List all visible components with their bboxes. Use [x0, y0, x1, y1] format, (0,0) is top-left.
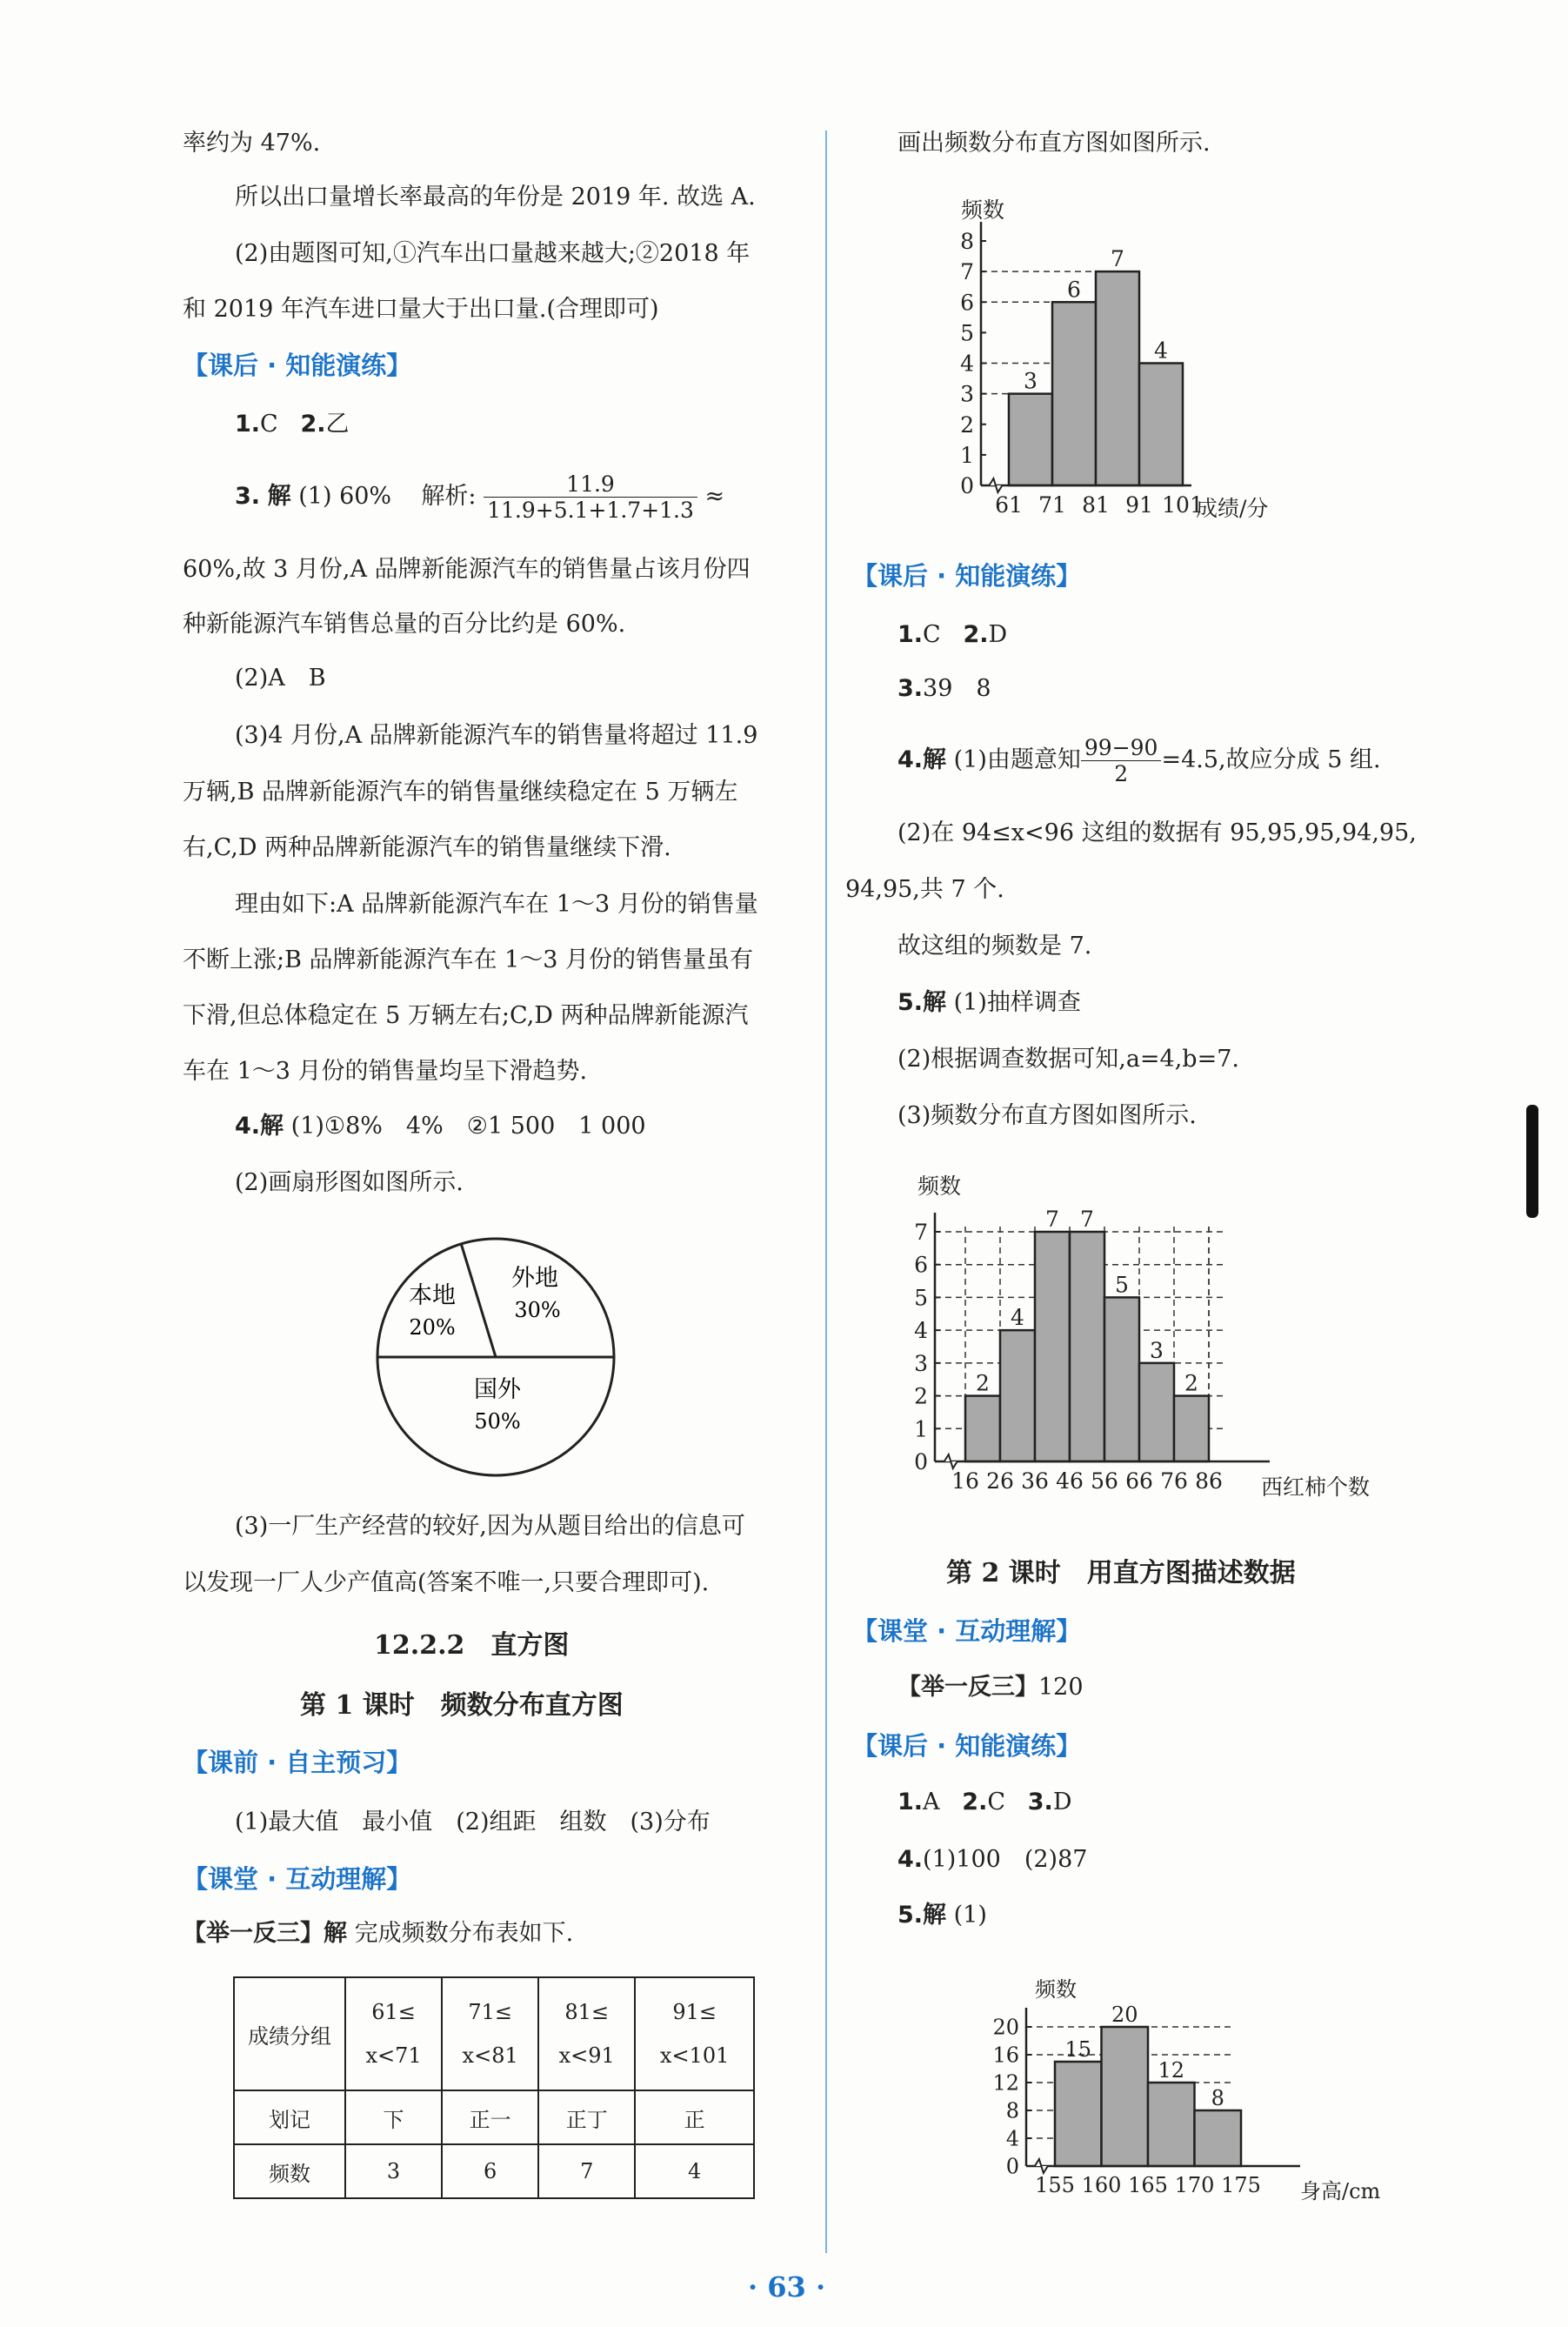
histogram-bar — [1195, 2110, 1242, 2166]
text-line: 故这组的频数是 7. — [897, 933, 1092, 960]
bar-value-label: 8 — [1211, 2086, 1224, 2110]
table-cell: 正一 — [442, 2090, 538, 2144]
text-line: 94,95,共 7 个. — [845, 876, 1004, 903]
histogram-bar — [1139, 1363, 1174, 1461]
approx-sign: ≈ — [704, 483, 725, 510]
bar-value-label: 3 — [1024, 368, 1038, 394]
text-line: (2)画扇形图如图所示. — [235, 1169, 464, 1196]
axis-break — [989, 478, 1002, 492]
margin-mark — [1526, 1105, 1538, 1218]
pie-percent: 30% — [514, 1298, 561, 1322]
text-line: (3)4 月份,A 品牌新能源汽车的销售量将超过 11.9 — [235, 722, 758, 749]
table-cell: 81≤ x<91 — [538, 1977, 635, 2090]
histogram-bar — [1035, 1232, 1070, 1461]
y-tick-label: 3 — [960, 381, 974, 407]
table-cell: 4 — [635, 2144, 754, 2198]
answer-line: 1.A 2.C 3.D — [897, 1789, 1072, 1815]
pie-percent: 20% — [409, 1315, 456, 1340]
x-tick-label: 36 — [1021, 1468, 1049, 1494]
y-tick-label: 16 — [992, 2043, 1019, 2068]
y-tick-label: 3 — [914, 1350, 928, 1376]
y-tick-label: 4 — [1005, 2126, 1019, 2151]
text-line: (3)一厂生产经营的较好,因为从题目给出的信息可 — [235, 1513, 745, 1540]
x-tick-label: 76 — [1160, 1468, 1188, 1494]
lesson-title: 第 1 课时 频数分布直方图 — [300, 1690, 624, 1721]
x-tick-label: 46 — [1056, 1468, 1084, 1494]
text-line: 以发现一厂人少产值高(答案不唯一,只要合理即可). — [183, 1569, 710, 1596]
y-tick-label: 5 — [914, 1285, 928, 1311]
x-tick-label: 81 — [1082, 492, 1110, 518]
bar-value-label: 3 — [1150, 1337, 1164, 1363]
histogram-bar — [1102, 2027, 1149, 2166]
section-heading: 【课后 · 知能演练】 — [183, 351, 412, 380]
histogram-bar — [1070, 1232, 1104, 1461]
bar-value-label: 5 — [1115, 1272, 1129, 1298]
answer-line: 4.(1)100 (2)87 — [897, 1846, 1088, 1873]
answer-line — [235, 407, 350, 442]
y-tick-label: 2 — [960, 411, 974, 438]
q4-line: 4.解 (1)由题意知 $\frac{99-90}{2}$ =4.5,故应分成 5 组. — [897, 735, 1381, 786]
section-title: 12.2.2 直方图 — [374, 1630, 570, 1661]
table-header: 成绩分组 — [234, 1977, 345, 2090]
text-line: (2)A B — [235, 665, 326, 692]
x-tick-label: 16 — [951, 1468, 979, 1494]
y-tick-label: 0 — [1005, 2154, 1019, 2179]
pie-label: 外地 — [511, 1265, 558, 1292]
fraction: $\frac{99-90}{2}$ — [1081, 735, 1162, 786]
text-line: 所以出口量增长率最高的年份是 2019 年. 故选 A. — [235, 184, 756, 211]
table-header: 频数 — [234, 2144, 345, 2198]
y-tick-label: 20 — [992, 2015, 1019, 2040]
text-line: 种新能源汽车销售总量的百分比约是 60%. — [183, 611, 626, 638]
section-heading: 【课堂 · 互动理解】 — [183, 1864, 412, 1894]
text-line: 60%,故 3 月份,A 品牌新能源汽车的销售量占该月份四 — [183, 556, 751, 583]
histogram-bar — [1052, 302, 1096, 485]
x-axis-title: 成绩/分 — [1196, 496, 1269, 521]
y-tick-label: 1 — [914, 1416, 928, 1442]
q-number: 1. — [235, 411, 261, 438]
bar-value-label: 7 — [1111, 246, 1124, 272]
table-cell: 3 — [345, 2144, 442, 2198]
y-tick-label: 4 — [960, 351, 974, 377]
table-cell: 下 — [345, 2090, 442, 2144]
q-number: 2. — [300, 411, 326, 438]
bar-value-label: 7 — [1080, 1207, 1094, 1232]
x-axis-title: 身高/cm — [1300, 2179, 1381, 2203]
x-tick-label: 160 — [1081, 2173, 1122, 2197]
text-line: 率约为 47%. — [183, 130, 321, 157]
y-axis-title: 频数 — [1035, 1977, 1077, 2002]
answer-line: 1.C 2.D — [897, 621, 1008, 648]
y-tick-label: 4 — [914, 1318, 928, 1344]
pie-chart — [365, 1227, 626, 1488]
answer-line: 3.39 8 — [897, 675, 991, 702]
x-tick-label: 165 — [1128, 2173, 1168, 2197]
table-header: 划记 — [234, 2090, 345, 2144]
histogram-bar — [1174, 1396, 1209, 1461]
jie-label: 解 — [267, 483, 291, 510]
section-heading: 【课堂 · 互动理解】 — [852, 1616, 1082, 1646]
x-tick-label: 170 — [1174, 2173, 1215, 2197]
bar-value-label: 4 — [1011, 1305, 1024, 1331]
page-number: · 63 · — [748, 2270, 826, 2304]
text-line: 不断上涨;B 品牌新能源汽车在 1～3 月份的销售量虽有 — [183, 946, 754, 973]
section-heading: 【课前 · 自主预习】 — [183, 1748, 412, 1777]
bar-value-label: 6 — [1067, 277, 1081, 303]
answer: C — [260, 411, 278, 438]
text-line: 万辆,B 品牌新能源汽车的销售量继续稳定在 5 万辆左 — [183, 779, 738, 806]
table-cell: 正丁 — [538, 2090, 635, 2144]
fraction: $\frac{11.9}{11.9+5.1+1.7+1.3}$ — [484, 471, 697, 523]
q5-line: 5.解 (1)抽样调查 — [897, 989, 1081, 1016]
section-heading: 【课后 · 知能演练】 — [852, 561, 1082, 591]
text-line: (1)最大值 最小值 (2)组距 组数 (3)分布 — [235, 1809, 711, 1836]
bar-value-label: 20 — [1111, 2003, 1138, 2027]
table-cell: 91≤ x<101 — [635, 1977, 754, 2090]
jyfs-line: 【举一反三】解 完成频数分布表如下. — [183, 1920, 574, 1947]
y-tick-label: 0 — [960, 473, 974, 498]
y-tick-label: 12 — [992, 2070, 1019, 2096]
pie-divider — [461, 1243, 496, 1357]
pie-label: 国外 — [474, 1376, 521, 1403]
column-divider — [825, 130, 827, 2253]
x-axis-title: 西红柿个数 — [1261, 1474, 1371, 1500]
text-line: 和 2019 年汽车进口量大于出口量.(合理即可) — [183, 296, 659, 323]
histogram-bar — [1139, 364, 1183, 486]
bar-value-label: 4 — [1154, 338, 1168, 364]
lesson-title: 第 2 课时 用直方图描述数据 — [946, 1558, 1296, 1588]
x-tick-label: 71 — [1038, 492, 1066, 518]
text-line: 车在 1～3 月份的销售量均呈下滑趋势. — [183, 1058, 588, 1085]
section-heading: 【课后 · 知能演练】 — [852, 1731, 1082, 1761]
bar-value-label: 2 — [976, 1370, 990, 1396]
histogram-tomatoes — [870, 1166, 1426, 1501]
histogram-scores — [948, 187, 1383, 522]
y-tick-label: 5 — [960, 320, 974, 346]
y-axis-title: 频数 — [961, 197, 1005, 223]
x-tick-label: 86 — [1195, 1468, 1223, 1494]
y-tick-label: 2 — [914, 1383, 928, 1409]
q4-line: 4.解 (1)①8% 4% ②1 500 1 000 — [235, 1113, 646, 1140]
histogram-bar — [1104, 1297, 1139, 1461]
x-tick-label: 61 — [995, 492, 1023, 518]
text-line: (2)根据调查数据可知,a=4,b=7. — [897, 1046, 1239, 1073]
y-tick-label: 8 — [1005, 2098, 1019, 2123]
x-tick-label: 175 — [1221, 2173, 1261, 2197]
table-cell: 61≤ x<71 — [345, 1977, 442, 2090]
axis-break — [1035, 2159, 1048, 2173]
text-line: (3)频数分布直方图如图所示. — [897, 1102, 1197, 1129]
text-line: 右,C,D 两种品牌新能源汽车的销售量继续下滑. — [183, 834, 671, 861]
q3-line — [235, 471, 724, 523]
x-tick-label: 155 — [1035, 2173, 1075, 2197]
axis-break — [944, 1454, 957, 1468]
pie-percent: 50% — [474, 1409, 521, 1434]
frequency-table — [233, 1976, 755, 2199]
text-line: 下滑,但总体稳定在 5 万辆左右;C,D 两种品牌新能源汽 — [183, 1002, 749, 1029]
answer: (1) 60% — [298, 483, 392, 510]
bar-value-label: 7 — [1045, 1207, 1059, 1232]
table-cell: 6 — [442, 2144, 538, 2198]
y-tick-label: 8 — [960, 229, 974, 254]
text-line: 理由如下:A 品牌新能源汽车在 1～3 月份的销售量 — [235, 891, 758, 918]
text-line: (2)在 94≤x<96 这组的数据有 95,95,95,94,95, — [897, 819, 1417, 846]
x-tick-label: 26 — [986, 1468, 1014, 1494]
answer: 乙 — [325, 411, 350, 438]
y-tick-label: 7 — [960, 259, 974, 285]
y-tick-label: 6 — [960, 290, 974, 316]
pie-label: 本地 — [409, 1282, 456, 1309]
y-tick-label: 0 — [914, 1449, 928, 1474]
y-tick-label: 6 — [914, 1252, 928, 1278]
histogram-bar — [965, 1396, 1000, 1461]
histogram-bar — [1148, 2083, 1195, 2166]
answer-line: 5.解 (1) — [897, 1902, 987, 1929]
bar-value-label: 15 — [1064, 2037, 1092, 2062]
bar-value-label: 2 — [1184, 1370, 1198, 1396]
histogram-bar — [1055, 2062, 1102, 2166]
histogram-bar — [1096, 271, 1139, 485]
histogram-heights — [952, 1962, 1439, 2205]
histogram-bar — [1000, 1330, 1035, 1461]
x-tick-label: 91 — [1125, 492, 1153, 518]
text-line: 画出频数分布直方图如图所示. — [897, 130, 1211, 157]
bar-value-label: 12 — [1158, 2058, 1185, 2083]
x-tick-label: 101 — [1162, 492, 1204, 518]
x-tick-label: 56 — [1091, 1468, 1118, 1494]
table-cell: 7 — [538, 2144, 635, 2198]
y-axis-title: 频数 — [917, 1174, 962, 1199]
q-number: 3. — [235, 483, 261, 510]
y-tick-label: 1 — [960, 442, 974, 468]
table-cell: 71≤ x<81 — [442, 1977, 538, 2090]
histogram-bar — [1009, 394, 1052, 485]
y-tick-label: 7 — [914, 1220, 928, 1245]
text-line: (2)由题图可知,①汽车出口量越来越大;②2018 年 — [235, 240, 751, 267]
jiexi-label: 解析: — [421, 483, 477, 510]
table-cell: 正 — [635, 2090, 754, 2144]
jyfs-line: 【举一反三】120 — [897, 1674, 1084, 1701]
x-tick-label: 66 — [1125, 1468, 1153, 1494]
